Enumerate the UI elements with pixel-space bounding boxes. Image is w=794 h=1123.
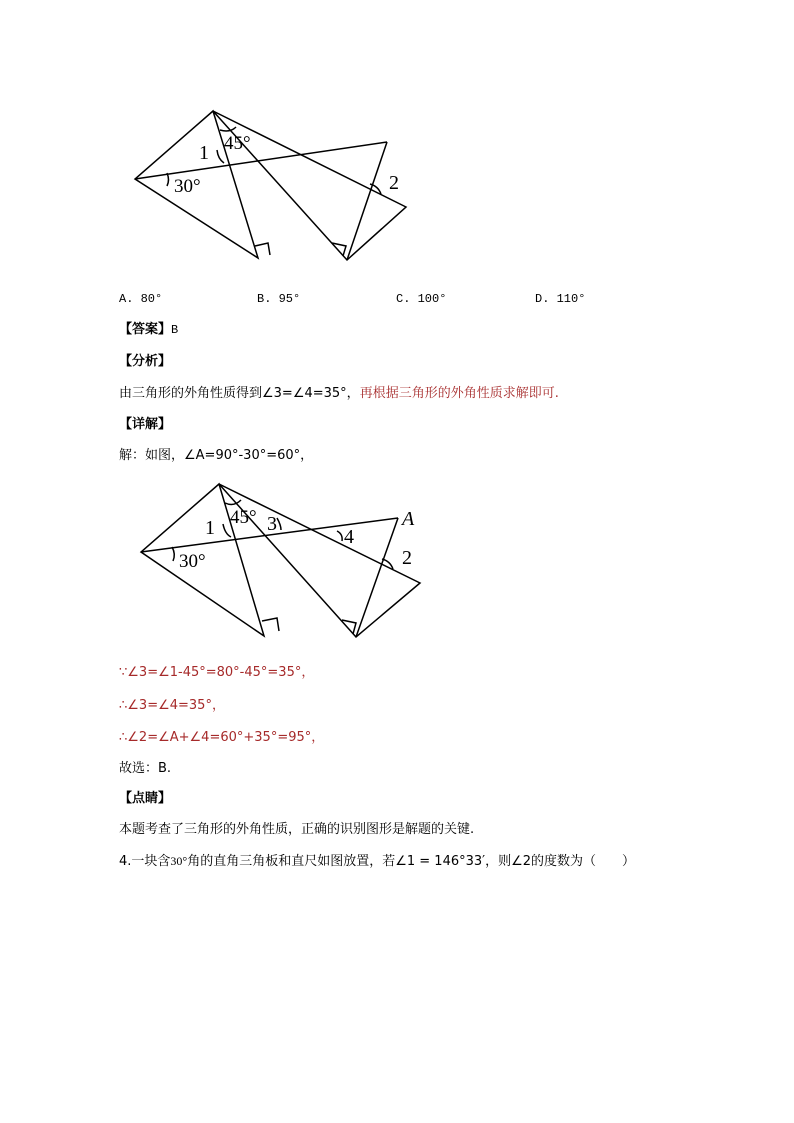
- angle-arc-30: [172, 547, 174, 561]
- figure1-label-2: 2: [389, 172, 399, 194]
- option-d[interactable]: D. 110°: [535, 292, 586, 306]
- detail-step-3: ∴∠2=∠A+∠4=60°+35°=95°，: [119, 730, 325, 745]
- figure2-label-2: 2: [402, 547, 412, 569]
- figure2-label-4: 4: [344, 526, 354, 548]
- answer-value: B: [171, 323, 179, 337]
- detail-heading: 【详解】: [119, 417, 172, 432]
- figure2-label-A: A: [402, 508, 415, 530]
- comment-heading: 【点睛】: [119, 791, 172, 806]
- angle-arc-30: [167, 173, 169, 186]
- option-a[interactable]: A. 80°: [119, 292, 163, 306]
- geometry-figure-2: [130, 475, 430, 645]
- comment-text: 本题考查了三角形的外角性质，正确的识别图形是解题的关键.: [119, 822, 475, 837]
- detail-conclusion: 故选：B.: [119, 761, 172, 776]
- figure1-label-45: 45°: [224, 133, 251, 154]
- analysis-text-red: 再根据三角形的外角性质求解即可.: [359, 386, 559, 401]
- figure2-label-30: 30°: [179, 551, 206, 572]
- detail-step-1: ∵∠3=∠1-45°=80°-45°=35°，: [119, 665, 315, 680]
- figure1-label-1: 1: [199, 142, 209, 164]
- angle-arc-4: [337, 531, 342, 541]
- detail-intro: 解：如图，∠A=90°-30°=60°，: [119, 448, 314, 463]
- figure2-label-45: 45°: [230, 507, 257, 528]
- answer-heading: 【答案】: [119, 322, 172, 337]
- next-question: [119, 852, 635, 871]
- next-question-angle: 30°: [170, 854, 188, 868]
- option-c[interactable]: C. 100°: [396, 292, 447, 306]
- right-angle-mark: [342, 620, 356, 634]
- analysis-text: [119, 385, 559, 403]
- analysis-text-black: 由三角形的外角性质得到∠3=∠4=35°，: [119, 386, 360, 401]
- figure2-label-1: 1: [205, 517, 215, 539]
- right-angle-mark: [262, 618, 279, 631]
- answer-line: [119, 321, 178, 339]
- detail-step-2: ∴∠3=∠4=35°，: [119, 698, 225, 713]
- extra-line: [135, 142, 387, 179]
- next-question-prefix: 4.一块含: [119, 854, 171, 869]
- figure1-label-30: 30°: [174, 176, 201, 197]
- option-b[interactable]: B. 95°: [257, 292, 301, 306]
- next-question-text: 角的直角三角板和直尺如图放置，若∠1 = 146°33′，则∠2的度数为（ ）: [187, 854, 636, 869]
- angle-arc-1: [217, 150, 224, 163]
- angle-arc-3: [277, 518, 281, 530]
- figure2-label-3: 3: [267, 513, 277, 535]
- analysis-heading: 【分析】: [119, 354, 172, 369]
- geometry-figure-1: [120, 100, 430, 270]
